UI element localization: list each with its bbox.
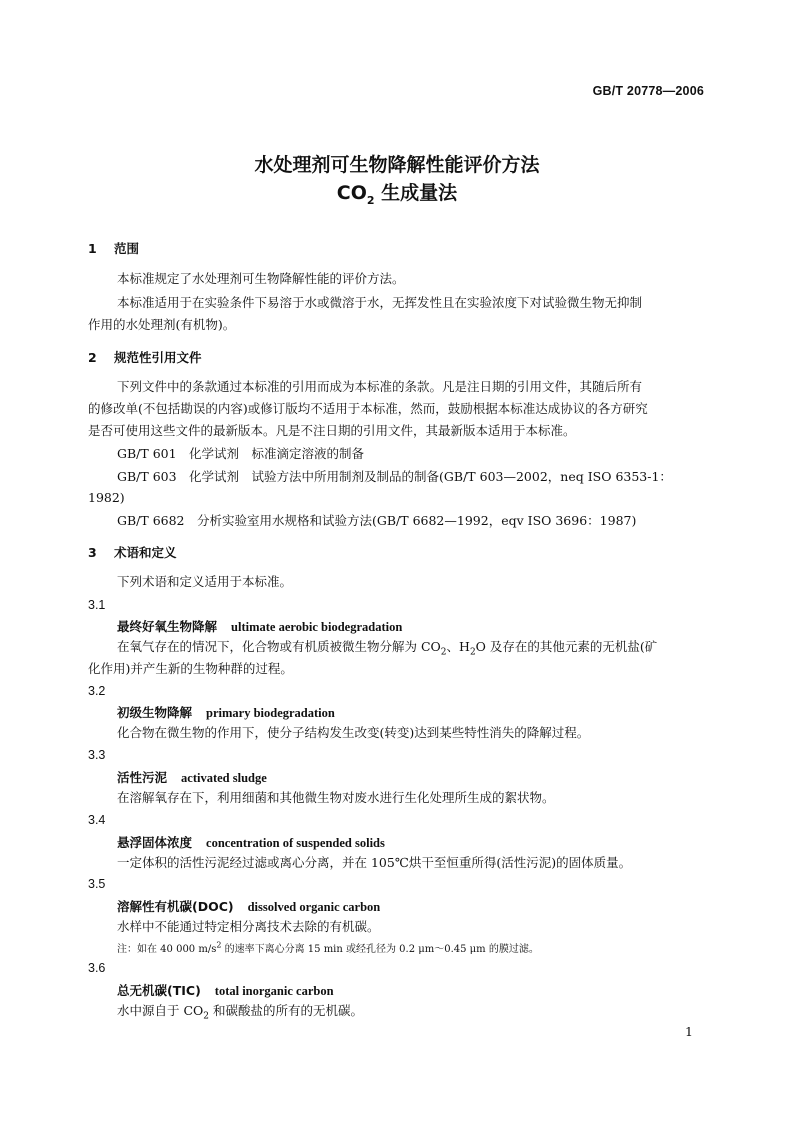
clause-number: 3.1 bbox=[88, 598, 106, 612]
term-definition: 化合物在微生物的作用下，使分子结构发生改变(转变)达到某些特性消失的降解过程。 bbox=[117, 725, 590, 740]
reference-gbt603-cont: 1982) bbox=[88, 490, 125, 505]
term-heading: 溶解性有机碳(DOC) dissolved organic carbon bbox=[117, 899, 381, 914]
section-2-paragraph-line-1: 下列文件中的条款通过本标准的引用而成为本标准的条款。凡是注日期的引用文件，其随后所有 bbox=[117, 379, 643, 394]
clause-number: 3.2 bbox=[88, 684, 106, 698]
section-1-paragraph-1: 本标准规定了水处理剂可生物降解性能的评价方法。 bbox=[117, 271, 405, 286]
clause-number: 3.5 bbox=[88, 877, 106, 891]
section-2-paragraph-line-3: 是否可使用这些文件的最新版本。凡是不注日期的引用文件，其最新版本适用于本标准。 bbox=[88, 423, 576, 438]
reference-gbt601: GB/T 601 化学试剂 标准滴定溶液的制备 bbox=[117, 446, 365, 461]
term-definition: 在氧气存在的情况下，化合物或有机质被微生物分解为 $CO_2$、$H_2O$ 及存在的其他元素的无机盐(矿 bbox=[117, 639, 658, 658]
document-subtitle: $CO_2$ 生成量法 bbox=[336, 182, 458, 207]
term-note: 注：如在 40 000 $m/s^2$ 的速率下离心分离 15 min 或经孔径为 0.2 μm～0.45 μm 的膜过滤。 bbox=[117, 940, 539, 955]
clause-number: 3.3 bbox=[88, 748, 106, 762]
term-heading: 活性污泥 activated sludge bbox=[117, 770, 267, 785]
section-1-heading: 1 范围 bbox=[88, 241, 140, 256]
term-definition: 水中源自于 $CO_2$ 和碳酸盐的所有的无机碳。 bbox=[117, 1003, 364, 1022]
section-3-heading: 3 术语和定义 bbox=[88, 545, 177, 560]
section-2-heading: 2 规范性引用文件 bbox=[88, 350, 202, 365]
page-number: 1 bbox=[685, 1024, 693, 1039]
section-1-paragraph-2: 本标准适用于在实验条件下易溶于水或微溶于水，无挥发性且在实验浓度下对试验微生物无抑制 bbox=[117, 295, 643, 310]
reference-gbt603: GB/T 603 化学试剂 试验方法中所用制剂及制品的制备(GB/T 603—2002，neq ISO 6353-1： bbox=[117, 469, 672, 484]
term-heading: 悬浮固体浓度 concentration of suspended solids bbox=[117, 835, 385, 850]
document-title: 水处理剂可生物降解性能评价方法 bbox=[254, 154, 540, 176]
standard-number: GB/T 20778—2006 bbox=[592, 84, 704, 98]
term-definition: 在溶解氧存在下，利用细菌和其他微生物对废水进行生化处理所生成的絮状物。 bbox=[117, 790, 555, 805]
term-definition: 水样中不能通过特定相分离技术去除的有机碳。 bbox=[117, 919, 380, 934]
clause-number: 3.4 bbox=[88, 813, 106, 827]
term-heading: 最终好氧生物降解 ultimate aerobic biodegradation bbox=[117, 619, 403, 634]
term-definition-cont: 化作用)并产生新的生物种群的过程。 bbox=[88, 661, 293, 676]
reference-gbt6682: GB/T 6682 分析实验室用水规格和试验方法(GB/T 6682—1992，eqv ISO 3696：1987) bbox=[117, 513, 637, 528]
clause-number: 3.6 bbox=[88, 961, 106, 975]
term-heading: 初级生物降解 primary biodegradation bbox=[117, 705, 335, 720]
section-2-paragraph-line-2: 的修改单(不包括勘误的内容)或修订版均不适用于本标准，然而，鼓励根据本标准达成协议的各方研究 bbox=[88, 401, 648, 416]
section-3-intro: 下列术语和定义适用于本标准。 bbox=[117, 574, 293, 589]
term-definition: 一定体积的活性污泥经过滤或离心分离，并在 105℃烘干至恒重所得(活性污泥)的固体质量。 bbox=[117, 855, 632, 870]
section-1-paragraph-2-cont: 作用的水处理剂(有机物)。 bbox=[88, 317, 236, 332]
term-heading: 总无机碳(TIC) total inorganic carbon bbox=[117, 983, 334, 998]
